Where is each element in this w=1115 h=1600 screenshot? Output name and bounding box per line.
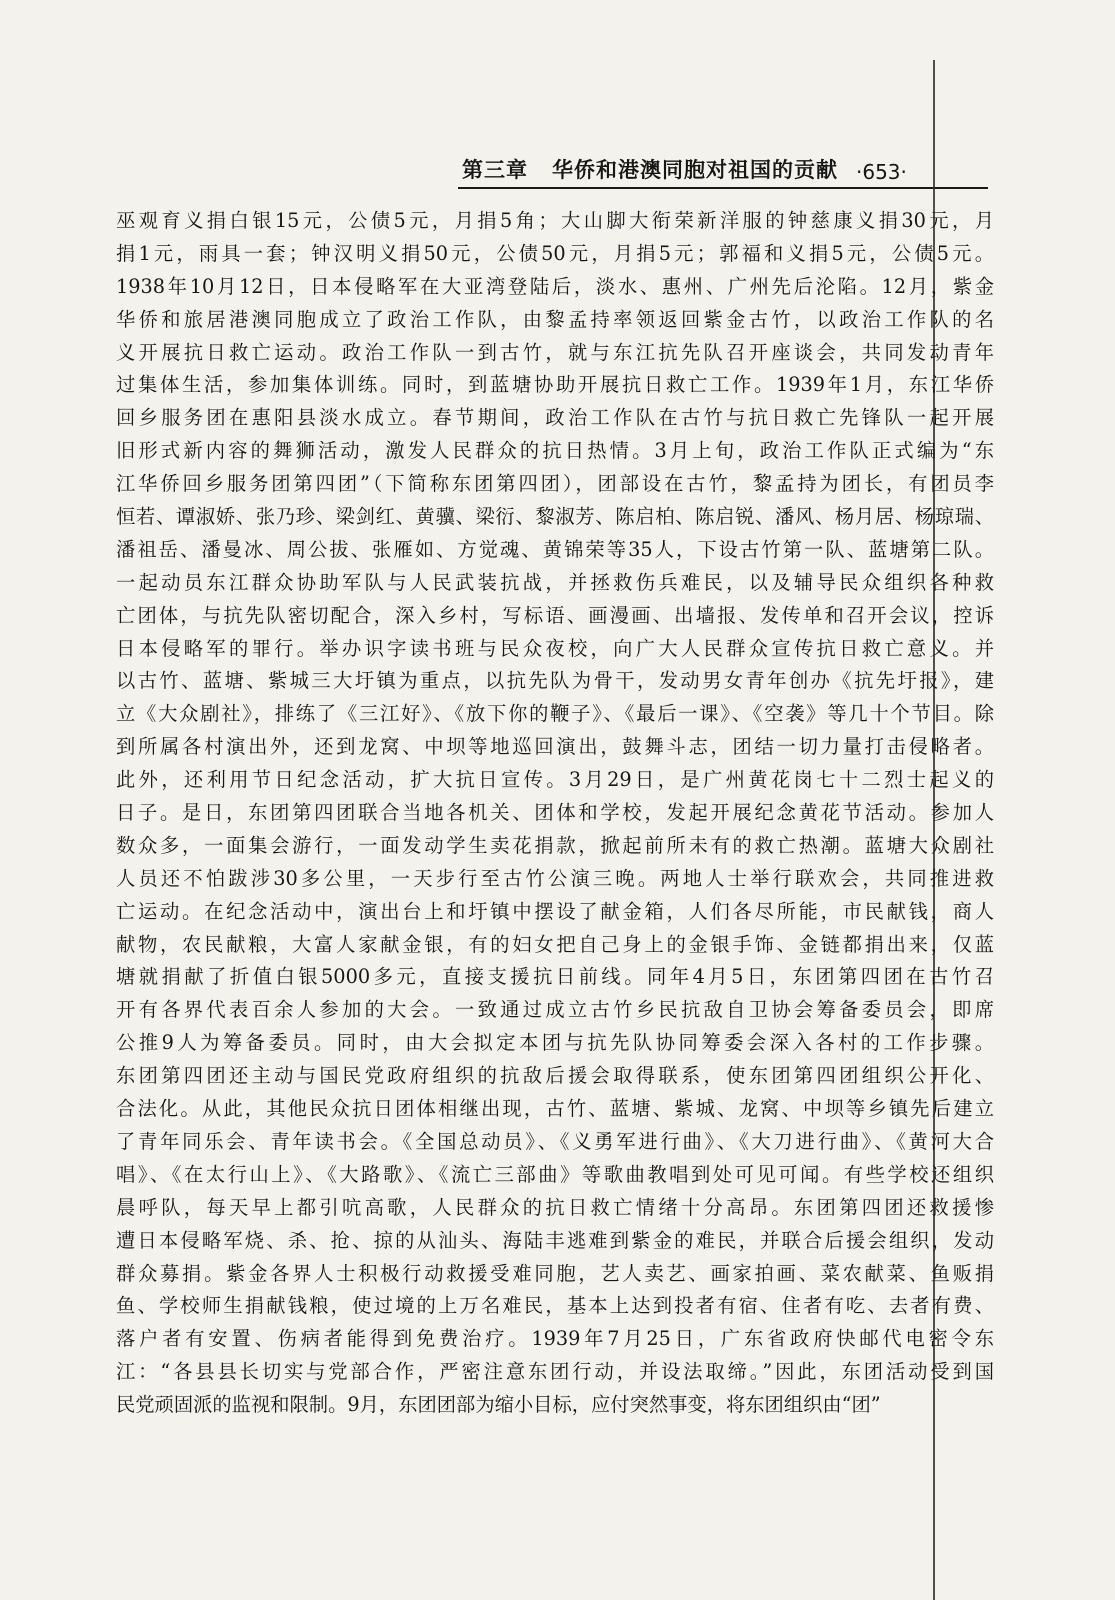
text-line: 晨呼队，每天早上都引吭高歌，人民群众的抗日救亡情绪十分高昂。东团第四团还救援惨 <box>116 1195 994 1219</box>
text-line: 潘祖岳、潘曼冰、周公拔、张雁如、方觉魂、黄锦荣等35人，下设古竹第一队、蓝塘第二队。 <box>116 537 994 561</box>
body-text <box>116 205 994 1422</box>
text-line: 东团第四团还主动与国民党政府组织的抗敌后援会取得联系，使东团第四团组织公开化、 <box>116 1064 994 1088</box>
text-line: 江：“各县县长切实与党部合作，严密注意东团行动，并设法取缔。”因此，东团活动受到国 <box>116 1360 994 1384</box>
text-line: 开有各界代表百余人参加的大会。一致通过成立古竹乡民抗敌自卫协会筹备委员会，即席 <box>116 998 994 1022</box>
text-line: 鱼、学校师生捐献钱粮，使过境的上万名难民，基本上达到投者有宿、住者有吃、去者有费、 <box>116 1294 994 1318</box>
text-line: 人员还不怕跋涉30多公里，一天步行至古竹公演三晚。两地人士举行联欢会，共同推进救 <box>116 866 994 890</box>
text-line: 日本侵略军的罪行。举办识字读书班与民众夜校，向广大人民群众宣传抗日救亡意义。并 <box>116 636 994 660</box>
text-line: 一起动员东江群众协助军队与人民武装抗战，并拯救伤兵难民，以及辅导民众组织各种救 <box>116 570 994 594</box>
header-rule <box>458 187 988 189</box>
text-line: 此外，还利用节日纪念活动，扩大抗日宣传。3月29日，是广州黄花岗七十二烈士起义的 <box>116 768 994 792</box>
running-header <box>462 144 982 184</box>
text-line: 唱》、《在太行山上》、《大路歌》、《流亡三部曲》等歌曲教唱到处可见可闻。有些学校还组织 <box>116 1162 994 1186</box>
text-line: 数众多，一面集会游行，一面发动学生卖花捐款，掀起前所未有的救亡热潮。蓝塘大众剧社 <box>116 833 994 857</box>
text-line: 遭日本侵略军烧、杀、抢、掠的从汕头、海陆丰逃难到紫金的难民，并联合后援会组织，发动 <box>116 1228 994 1252</box>
text-line: 义开展抗日救亡运动。政治工作队一到古竹，就与东江抗先队召开座谈会，共同发动青年 <box>116 340 994 364</box>
text-line: 以古竹、蓝塘、紫城三大圩镇为重点，以抗先队为骨干，发动男女青年创办《抗先圩报》，建 <box>116 669 994 693</box>
text-line: 江华侨回乡服务团第四团”（下简称东团第四团），团部设在古竹，黎孟持为团长，有团员李 <box>116 472 994 496</box>
text-line: 巫观育义捐白银15元，公债5元，月捐5角；大山脚大衔荣新洋服的钟慈康义捐30元，月 <box>116 209 994 232</box>
text-line: 日子。是日，东团第四团联合当地各机关、团体和学校，发起开展纪念黄花节活动。参加人 <box>116 801 994 825</box>
text-line: 亡运动。在纪念活动中，演出台上和圩镇中摆设了献金箱，人们各尽所能，市民献钱，商人 <box>116 899 994 923</box>
text-line: 回乡服务团在惠阳县淡水成立。春节期间，政治工作队在古竹与抗日救亡先锋队一起开展 <box>116 406 994 430</box>
text-line: 群众募捐。紫金各界人士积极行动救援受难同胞，艺人卖艺、画家拍画、菜农献菜、鱼贩捐 <box>116 1261 994 1285</box>
page-number: ·653· <box>856 160 907 184</box>
text-line: 公推9人为筹备委员。同时，由大会拟定本团与抗先队协同筹委会深入各村的工作步骤。 <box>116 1031 994 1055</box>
text-line: 1938年10月12日，日本侵略军在大亚湾登陆后，淡水、惠州、广州先后沦陷。12月，紫金 <box>116 274 994 298</box>
text-line: 过集体生活，参加集体训练。同时，到蓝塘协助开展抗日救亡工作。1939年1月，东江华侨 <box>116 373 994 397</box>
text-line: 献物，农民献粮，大富人家献金银，有的妇女把自己身上的金银手饰、金链都捐出来，仅蓝 <box>116 932 994 956</box>
text-line: 到所属各村演出外，还到龙窝、中坝等地巡回演出，鼓舞斗志，团结一切力量打击侵略者。 <box>116 735 994 759</box>
text-line: 合法化。从此，其他民众抗日团体相继出现，古竹、蓝塘、紫城、龙窝、中坝等乡镇先后建立 <box>116 1097 994 1121</box>
text-line: 落户者有安置、伤病者能得到免费治疗。1939年7月25日，广东省政府快邮代电密令东 <box>116 1327 994 1351</box>
text-line: 华侨和旅居港澳同胞成立了政治工作队，由黎孟持率领返回紫金古竹，以政治工作队的名 <box>116 307 994 331</box>
chapter-title: 华侨和港澳同胞对祖国的贡献 <box>552 158 838 182</box>
text-line: 立《大众剧社》，排练了《三江好》、《放下你的鞭子》、《最后一课》、《空袭》等几十个节目。除 <box>116 702 994 726</box>
text-line: 旧形式新内容的舞狮活动，激发人民群众的抗日热情。3月上旬，政治工作队正式编为“东 <box>116 439 994 463</box>
chapter-label: 第三章 <box>462 158 528 182</box>
text-line: 捐1元，雨具一套；钟汉明义捐50元，公债50元，月捐5元；郭福和义捐5元，公债5元。 <box>116 241 994 265</box>
text-line: 民党顽固派的监视和限制。9月，东团团部为缩小目标，应付突然事变，将东团组织由“团” <box>116 1393 881 1417</box>
text-line: 塘就捐献了折值白银5000多元，直接支援抗日前线。同年4月5日，东团第四团在古竹召 <box>116 965 994 989</box>
text-line: 了青年同乐会、青年读书会。《全国总动员》、《义勇军进行曲》、《大刀进行曲》、《黄河大合 <box>116 1129 994 1153</box>
text-line: 恒若、谭淑娇、张乃珍、梁剑红、黄骥、梁衍、黎淑芳、陈启柏、陈启锐、潘风、杨月居、杨琼瑞、 <box>116 505 994 529</box>
text-line: 亡团体，与抗先队密切配合，深入乡村，写标语、画漫画、出墙报、发传单和召开会议，控诉 <box>116 603 994 627</box>
